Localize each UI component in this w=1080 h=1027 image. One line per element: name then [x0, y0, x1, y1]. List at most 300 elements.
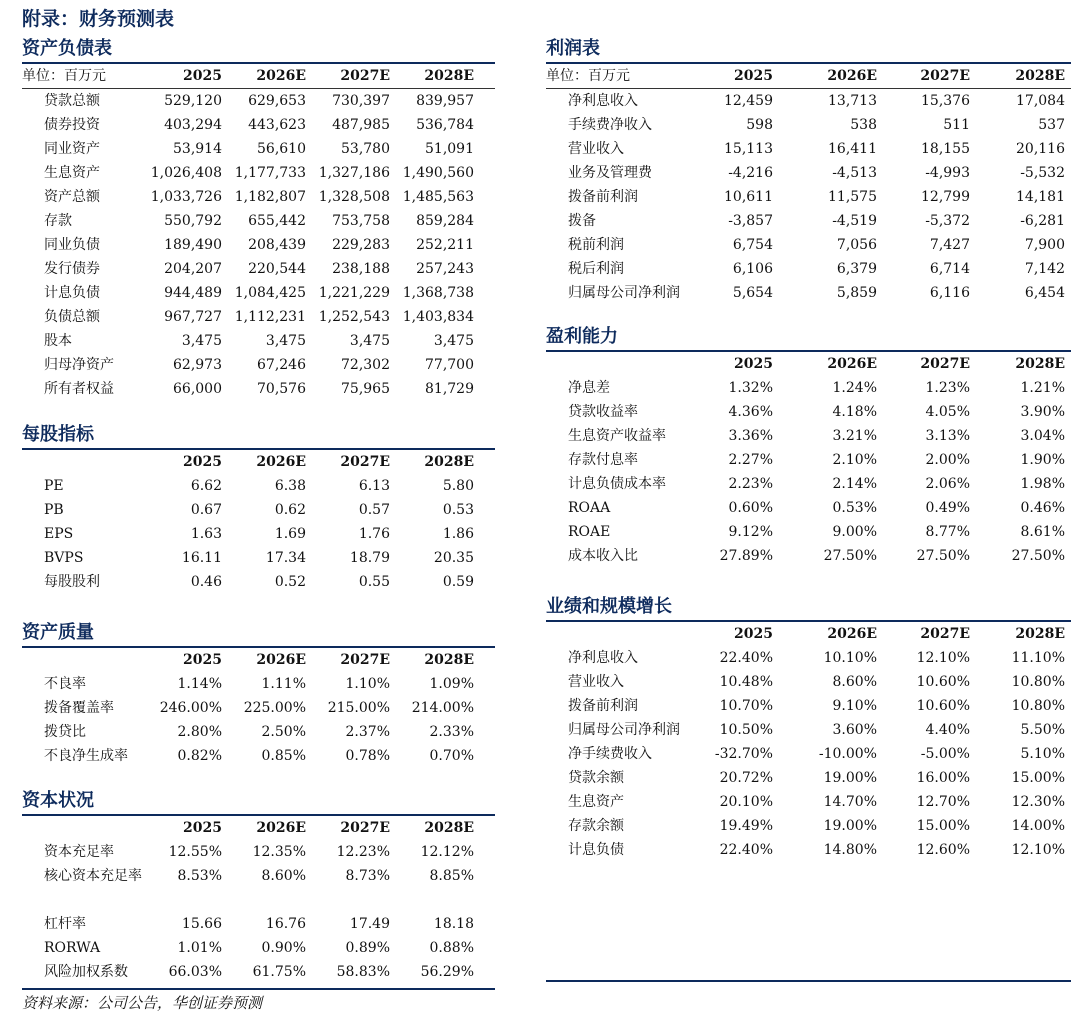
cell-value: 12.12% — [420, 844, 474, 860]
cell-value: 4.40% — [925, 722, 970, 738]
cell-value: 0.46% — [1020, 500, 1065, 516]
cell-value: 2.50% — [261, 724, 306, 740]
cell-value: -4,519 — [832, 213, 877, 229]
cell-value: 220,544 — [248, 261, 306, 277]
cell-value: 8.85% — [429, 868, 474, 884]
cell-value: 1.01% — [177, 940, 222, 956]
cell-value: 27.50% — [1011, 548, 1065, 564]
year-header: 2025 — [183, 454, 222, 470]
cell-value: 9.00% — [832, 524, 877, 540]
capital-title: 资本状况 — [22, 788, 495, 816]
cell-value: 12.70% — [916, 794, 970, 810]
year-header: 2026E — [256, 820, 306, 836]
row-label: 计息负债 — [44, 285, 100, 301]
cell-value: -5,372 — [925, 213, 970, 229]
year-header: 2026E — [256, 652, 306, 668]
table-row — [546, 766, 1071, 790]
row-label: PE — [44, 478, 64, 494]
cell-value: 536,784 — [416, 117, 474, 133]
year-header: 2028E — [1015, 356, 1065, 372]
cell-value: 0.82% — [177, 748, 222, 764]
cell-value: 12.35% — [252, 844, 306, 860]
cell-value: -5.00% — [920, 746, 970, 762]
cell-value: 53,914 — [173, 141, 222, 157]
cell-value: 22.40% — [719, 842, 773, 858]
row-label: 生息资产收益率 — [568, 428, 666, 444]
table-row — [22, 377, 495, 401]
cell-value: 1.98% — [1020, 476, 1065, 492]
growth-title: 业绩和规模增长 — [546, 594, 1071, 622]
cell-value: 11,575 — [828, 189, 877, 205]
table-row — [546, 790, 1071, 814]
cell-value: 0.90% — [261, 940, 306, 956]
table-row — [22, 474, 495, 498]
cell-value: 0.60% — [728, 500, 773, 516]
cell-value: 20.10% — [719, 794, 773, 810]
table-row — [546, 496, 1071, 520]
table-row — [22, 209, 495, 233]
table-row — [546, 520, 1071, 544]
cell-value: 14.00% — [1011, 818, 1065, 834]
cell-value: 1,221,229 — [318, 285, 390, 301]
cell-value: 1,368,738 — [402, 285, 474, 301]
cell-value: 5,859 — [836, 285, 877, 301]
row-label: 贷款收益率 — [568, 404, 638, 420]
cell-value: 3.13% — [925, 428, 970, 444]
table-row — [22, 498, 495, 522]
cell-value: -4,993 — [925, 165, 970, 181]
cell-value: 208,439 — [248, 237, 306, 253]
cell-value: 1.11% — [261, 676, 306, 692]
table-row — [22, 960, 495, 984]
table-row — [546, 424, 1071, 448]
cell-value: 4.18% — [832, 404, 877, 420]
cell-value: 629,653 — [248, 93, 306, 109]
cell-value: 2.00% — [925, 452, 970, 468]
right-column-bottom-rule — [546, 980, 1071, 982]
cell-value: 58.83% — [336, 964, 390, 980]
year-header: 2026E — [256, 68, 306, 84]
year-header: 2025 — [183, 652, 222, 668]
cell-value: 1.69 — [274, 526, 306, 542]
cell-value: -3,857 — [728, 213, 773, 229]
cell-value: 0.52 — [274, 574, 306, 590]
cell-value: 967,727 — [164, 309, 222, 325]
row-label: 资本充足率 — [44, 844, 114, 860]
cell-value: 0.49% — [925, 500, 970, 516]
cell-value: 839,957 — [416, 93, 474, 109]
cell-value: 18,155 — [921, 141, 970, 157]
row-label: 发行债券 — [44, 261, 100, 277]
table-row — [22, 89, 495, 113]
cell-value: 8.60% — [832, 674, 877, 690]
cell-value: 204,207 — [164, 261, 222, 277]
row-label: 归母净资产 — [44, 357, 114, 373]
row-label: 债券投资 — [44, 117, 100, 133]
row-label: 拨备覆盖率 — [44, 700, 114, 716]
table-row — [22, 522, 495, 546]
row-label: 净利息收入 — [568, 650, 638, 666]
cell-value: 0.88% — [429, 940, 474, 956]
table-row — [22, 137, 495, 161]
cell-value: 252,211 — [416, 237, 474, 253]
cell-value: 238,188 — [332, 261, 390, 277]
cell-value: 17,084 — [1016, 93, 1065, 109]
cell-value: 5.80 — [442, 478, 474, 494]
cell-value: 7,056 — [836, 237, 877, 253]
cell-value: 15,113 — [724, 141, 773, 157]
cell-value: 0.67 — [190, 502, 222, 518]
cell-value: 10.60% — [916, 698, 970, 714]
income-statement-section — [546, 36, 1071, 305]
page-title: 附录：财务预测表 — [22, 8, 175, 30]
year-header: 2028E — [424, 652, 474, 668]
cell-value: 3,475 — [181, 333, 222, 349]
cell-value: 0.53 — [442, 502, 474, 518]
table-row — [22, 161, 495, 185]
cell-value: 8.61% — [1020, 524, 1065, 540]
cell-value: 0.46 — [190, 574, 222, 590]
table-row — [22, 281, 495, 305]
cell-value: 2.06% — [925, 476, 970, 492]
cell-value: 598 — [746, 117, 773, 133]
capital-section — [22, 788, 495, 984]
cell-value: 3.36% — [728, 428, 773, 444]
table-row — [22, 353, 495, 377]
table-row — [546, 544, 1071, 568]
cell-value: -32.70% — [714, 746, 773, 762]
cell-value: -4,513 — [832, 165, 877, 181]
cell-value: 27.50% — [823, 548, 877, 564]
cell-value: 7,142 — [1024, 261, 1065, 277]
row-label: 风险加权系数 — [44, 964, 128, 980]
year-header: 2027E — [340, 652, 390, 668]
table-row — [22, 329, 495, 353]
cell-value: 19.49% — [719, 818, 773, 834]
cell-value: 1,112,231 — [234, 309, 306, 325]
table-row — [546, 472, 1071, 496]
table-row — [22, 305, 495, 329]
cell-value: 6,714 — [929, 261, 970, 277]
cell-value: 0.70% — [429, 748, 474, 764]
row-label: 手续费净收入 — [568, 117, 652, 133]
cell-value: 10.80% — [1011, 674, 1065, 690]
cell-value: 3,475 — [433, 333, 474, 349]
cell-value: -5,532 — [1020, 165, 1065, 181]
cell-value: 8.60% — [261, 868, 306, 884]
row-label: 拨贷比 — [44, 724, 86, 740]
cell-value: 66.03% — [168, 964, 222, 980]
cell-value: 9.12% — [728, 524, 773, 540]
row-label: 业务及管理费 — [568, 165, 652, 181]
table-row — [546, 185, 1071, 209]
year-header: 2028E — [424, 820, 474, 836]
cell-value: 550,792 — [164, 213, 222, 229]
per-share-section — [22, 422, 495, 594]
cell-value: 1.32% — [728, 380, 773, 396]
cell-value: 7,427 — [929, 237, 970, 253]
cell-value: 655,442 — [248, 213, 306, 229]
cell-value: 12.30% — [1011, 794, 1065, 810]
row-label: 税后利润 — [568, 261, 624, 277]
table-row — [22, 570, 495, 594]
cell-value: 0.62 — [274, 502, 306, 518]
table-row — [546, 718, 1071, 742]
cell-value: 77,700 — [425, 357, 474, 373]
profitability-section — [546, 324, 1071, 568]
row-label: PB — [44, 502, 64, 518]
cell-value: 1,328,508 — [318, 189, 390, 205]
cell-value: 6,379 — [836, 261, 877, 277]
table-row — [546, 742, 1071, 766]
cell-value: 1,177,733 — [234, 165, 306, 181]
cell-value: 13,713 — [828, 93, 877, 109]
row-label: 净利息收入 — [568, 93, 638, 109]
source-rule — [22, 988, 495, 990]
cell-value: 730,397 — [332, 93, 390, 109]
cell-value: 215.00% — [327, 700, 390, 716]
cell-value: 10.10% — [823, 650, 877, 666]
cell-value: 1,490,560 — [402, 165, 474, 181]
cell-value: 189,490 — [164, 237, 222, 253]
cell-value: 3.04% — [1020, 428, 1065, 444]
unit-label: 单位：百万元 — [22, 68, 106, 84]
cell-value: 9.10% — [832, 698, 877, 714]
year-header: 2027E — [920, 356, 970, 372]
cell-value: 1.24% — [832, 380, 877, 396]
cell-value: 12,799 — [921, 189, 970, 205]
year-header: 2027E — [340, 454, 390, 470]
cell-value: 2.27% — [728, 452, 773, 468]
cell-value: 16.11 — [181, 550, 222, 566]
unit-label: 单位：百万元 — [546, 68, 630, 84]
cell-value: 0.53% — [832, 500, 877, 516]
cell-value: 6,116 — [929, 285, 970, 301]
cell-value: 15.66 — [181, 916, 222, 932]
table-row — [22, 672, 495, 696]
cell-value: 7,900 — [1024, 237, 1065, 253]
row-label: 计息负债成本率 — [568, 476, 666, 492]
cell-value: 3.21% — [832, 428, 877, 444]
table-row — [22, 185, 495, 209]
cell-value: 0.59 — [442, 574, 474, 590]
cell-value: 2.10% — [832, 452, 877, 468]
year-header: 2026E — [827, 356, 877, 372]
cell-value: 1.14% — [177, 676, 222, 692]
cell-value: 6.62 — [190, 478, 222, 494]
cell-value: 20.72% — [719, 770, 773, 786]
cell-value: 72,302 — [341, 357, 390, 373]
asset-quality-title: 资产质量 — [22, 620, 495, 648]
cell-value: 16.00% — [916, 770, 970, 786]
row-label: 营业收入 — [568, 674, 624, 690]
cell-value: 0.85% — [261, 748, 306, 764]
cell-value: 75,965 — [341, 381, 390, 397]
table-row — [546, 376, 1071, 400]
cell-value: 27.50% — [916, 548, 970, 564]
cell-value: 1.90% — [1020, 452, 1065, 468]
row-label: 归属母公司净利润 — [568, 285, 680, 301]
cell-value: 1.63 — [190, 526, 222, 542]
table-row — [22, 233, 495, 257]
table-row — [546, 646, 1071, 670]
row-label: 存款 — [44, 213, 72, 229]
cell-value: 15.00% — [916, 818, 970, 834]
cell-value: 538 — [850, 117, 877, 133]
cell-value: 27.89% — [719, 548, 773, 564]
row-label: 不良净生成率 — [44, 748, 128, 764]
cell-value: 17.49 — [349, 916, 390, 932]
balance-sheet-section — [22, 36, 495, 401]
balance-sheet-title: 资产负债表 — [22, 36, 495, 64]
cell-value: 62,973 — [173, 357, 222, 373]
cell-value: 2.37% — [345, 724, 390, 740]
per-share-title: 每股指标 — [22, 422, 495, 450]
table-row — [546, 838, 1071, 862]
row-label: 生息资产 — [44, 165, 100, 181]
table-row — [546, 161, 1071, 185]
year-header: 2027E — [340, 68, 390, 84]
row-label: 所有者权益 — [44, 381, 114, 397]
profitability-title: 盈利能力 — [546, 324, 1071, 352]
table-row — [546, 400, 1071, 424]
table-row — [22, 864, 495, 888]
cell-value: 1,026,408 — [150, 165, 222, 181]
cell-value: 8.73% — [345, 868, 390, 884]
cell-value: 10.80% — [1011, 698, 1065, 714]
cell-value: 6.38 — [274, 478, 306, 494]
cell-value: -4,216 — [728, 165, 773, 181]
cell-value: 3.90% — [1020, 404, 1065, 420]
row-label: EPS — [44, 526, 74, 542]
cell-value: 14.80% — [823, 842, 877, 858]
cell-value: 0.55 — [358, 574, 390, 590]
column-header-row — [22, 450, 495, 474]
row-label: 同业负债 — [44, 237, 100, 253]
cell-value: 10.48% — [719, 674, 773, 690]
cell-value: 1.76 — [358, 526, 390, 542]
cell-value: 1,033,726 — [150, 189, 222, 205]
cell-value: 16.76 — [265, 916, 306, 932]
table-row — [22, 546, 495, 570]
row-label: 成本收入比 — [568, 548, 638, 564]
cell-value: -6,281 — [1020, 213, 1065, 229]
cell-value: 12.10% — [916, 650, 970, 666]
cell-value: 753,758 — [332, 213, 390, 229]
cell-value: 4.05% — [925, 404, 970, 420]
cell-value: 229,283 — [332, 237, 390, 253]
cell-value: 16,411 — [828, 141, 877, 157]
table-row — [22, 720, 495, 744]
cell-value: 537 — [1038, 117, 1065, 133]
cell-value: 0.57 — [358, 502, 390, 518]
column-header-row — [546, 64, 1071, 89]
growth-section — [546, 594, 1071, 862]
table-row — [22, 912, 495, 936]
year-header: 2026E — [256, 454, 306, 470]
cell-value: 529,120 — [164, 93, 222, 109]
cell-value: 51,091 — [425, 141, 474, 157]
cell-value: 1.09% — [429, 676, 474, 692]
table-row — [546, 209, 1071, 233]
table-row — [546, 694, 1071, 718]
cell-value: 81,729 — [425, 381, 474, 397]
year-header: 2025 — [734, 356, 773, 372]
row-label: 每股股利 — [44, 574, 100, 590]
cell-value: 2.14% — [832, 476, 877, 492]
cell-value: 67,246 — [257, 357, 306, 373]
cell-value: 6,454 — [1024, 285, 1065, 301]
cell-value: 61.75% — [252, 964, 306, 980]
year-header: 2028E — [1015, 626, 1065, 642]
table-row — [546, 281, 1071, 305]
cell-value: 944,489 — [164, 285, 222, 301]
row-label: 净手续费收入 — [568, 746, 652, 762]
source-note: 资料来源：公司公告，华创证券预测 — [22, 994, 263, 1012]
cell-value: 487,985 — [332, 117, 390, 133]
year-header: 2025 — [734, 626, 773, 642]
cell-value: 3,475 — [265, 333, 306, 349]
table-row — [22, 840, 495, 864]
cell-value: 1,252,543 — [318, 309, 390, 325]
cell-value: 1,182,807 — [234, 189, 306, 205]
cell-value: 3,475 — [349, 333, 390, 349]
cell-value: 12.55% — [168, 844, 222, 860]
row-label: 存款付息率 — [568, 452, 638, 468]
cell-value: 257,243 — [416, 261, 474, 277]
row-label: 不良率 — [44, 676, 86, 692]
cell-value: 3.60% — [832, 722, 877, 738]
column-header-row — [546, 352, 1071, 376]
table-row — [546, 89, 1071, 113]
row-label: 贷款总额 — [44, 93, 100, 109]
row-label: 负债总额 — [44, 309, 100, 325]
row-label: 计息负债 — [568, 842, 624, 858]
cell-value: 18.18 — [433, 916, 474, 932]
cell-value: 10.60% — [916, 674, 970, 690]
cell-value: 0.78% — [345, 748, 390, 764]
table-row — [22, 257, 495, 281]
row-label: 税前利润 — [568, 237, 624, 253]
cell-value: 22.40% — [719, 650, 773, 666]
year-header: 2027E — [920, 626, 970, 642]
cell-value: 19.00% — [823, 770, 877, 786]
cell-value: 20.35 — [433, 550, 474, 566]
cell-value: 10.50% — [719, 722, 773, 738]
cell-value: 511 — [943, 117, 970, 133]
row-spacer — [22, 888, 495, 912]
year-header: 2027E — [920, 68, 970, 84]
row-label: 资产总额 — [44, 189, 100, 205]
column-header-row — [22, 64, 495, 89]
row-label: 拨备前利润 — [568, 189, 638, 205]
cell-value: 12,459 — [724, 93, 773, 109]
row-label: 拨备 — [568, 213, 596, 229]
row-label: 生息资产 — [568, 794, 624, 810]
year-header: 2028E — [424, 68, 474, 84]
row-label: 归属母公司净利润 — [568, 722, 680, 738]
row-label: 营业收入 — [568, 141, 624, 157]
row-label: ROAE — [568, 524, 611, 540]
cell-value: 8.77% — [925, 524, 970, 540]
table-row — [546, 113, 1071, 137]
cell-value: 10,611 — [724, 189, 773, 205]
cell-value: 15,376 — [921, 93, 970, 109]
row-label: BVPS — [44, 550, 84, 566]
column-header-row — [546, 622, 1071, 646]
cell-value: 18.79 — [349, 550, 390, 566]
cell-value: 0.89% — [345, 940, 390, 956]
